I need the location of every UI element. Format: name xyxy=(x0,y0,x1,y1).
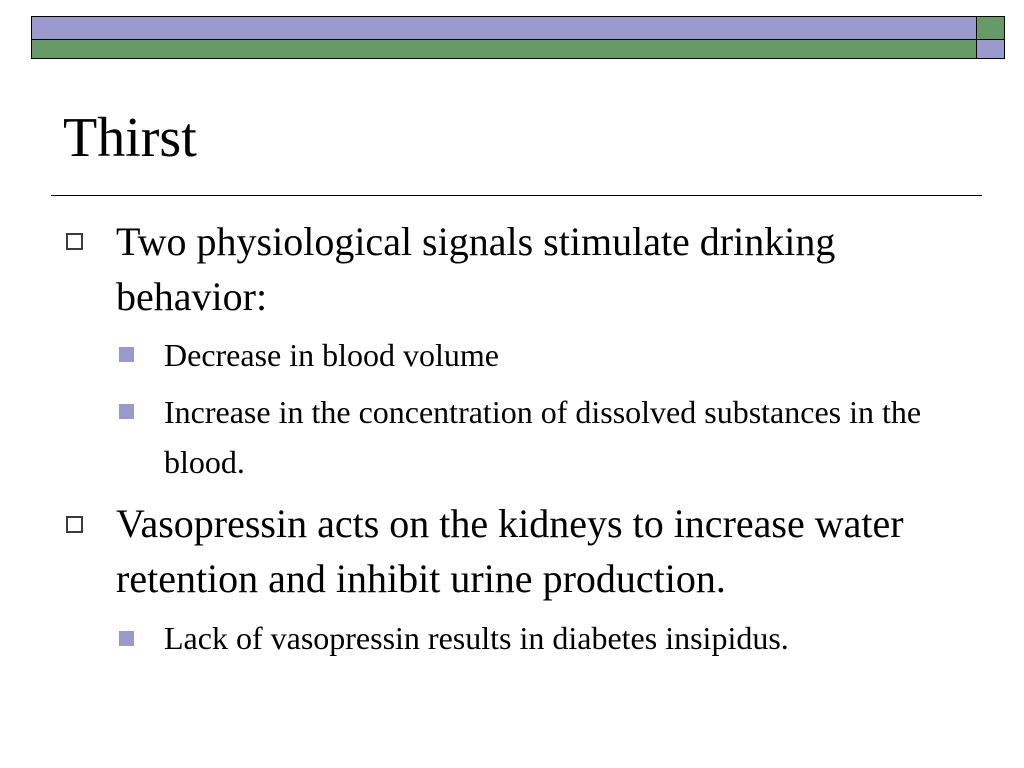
banner-square-top xyxy=(977,16,1005,40)
sub-bullet-text: Lack of vasopressin results in diabetes insipidus. xyxy=(164,620,789,656)
bullet-text: Two physiological signals stimulate drinking behavior: xyxy=(116,219,836,319)
hollow-square-bullet-icon xyxy=(66,233,83,250)
sub-bullet-text: Increase in the concentration of dissolved substances in the blood. xyxy=(164,394,922,480)
filled-square-bullet-icon xyxy=(119,347,134,362)
slide-title: Thirst xyxy=(63,107,197,169)
sub-bullet-text: Decrease in blood volume xyxy=(164,337,499,373)
title-divider xyxy=(51,195,982,196)
banner-square-bottom xyxy=(977,40,1005,59)
header-banner xyxy=(31,16,1005,59)
hollow-square-bullet-icon xyxy=(66,516,83,533)
banner-band-bottom xyxy=(31,40,977,59)
banner-band-top xyxy=(31,16,977,40)
filled-square-bullet-icon xyxy=(119,631,134,646)
filled-square-bullet-icon xyxy=(119,404,134,419)
bullet-text: Vasopressin acts on the kidneys to increase water retention and inhibit urine production. xyxy=(116,501,904,601)
